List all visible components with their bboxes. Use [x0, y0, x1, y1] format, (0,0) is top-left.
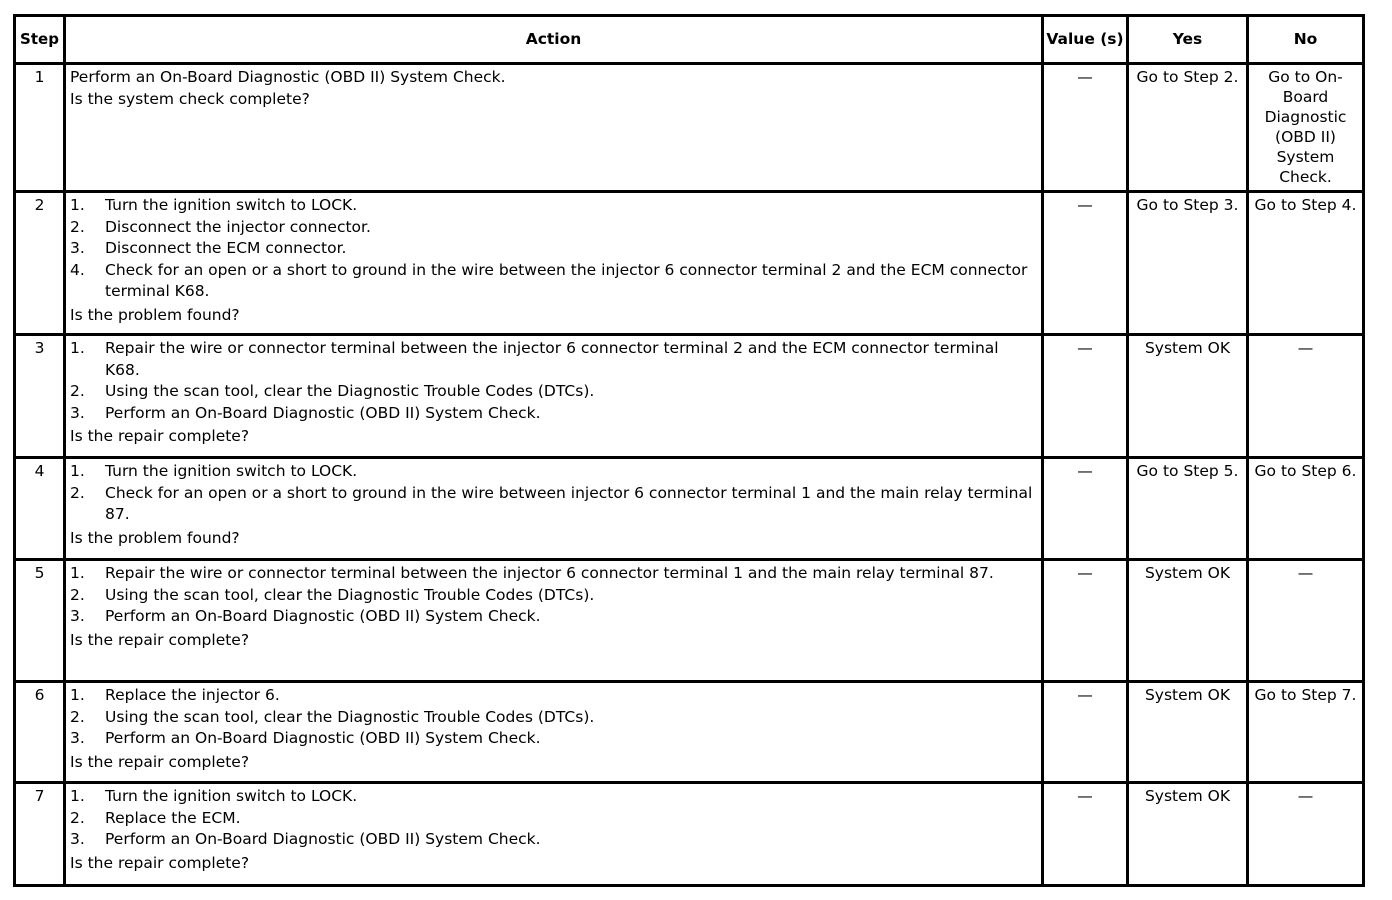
item-text: Repair the wire or connector terminal between the injector 6 connector terminal 1 and the main relay terminal 87. [105, 564, 994, 582]
item-number: 2. [70, 808, 85, 827]
action-cell [65, 64, 1043, 192]
action-question: Is the problem found? [70, 305, 240, 324]
action-item [70, 381, 1037, 403]
table-row [15, 335, 1364, 458]
value-cell: — [1043, 560, 1128, 682]
value-cell: — [1043, 682, 1128, 783]
action-item [70, 195, 1037, 217]
header-action: Action [65, 16, 1043, 64]
action-question: Is the repair complete? [70, 752, 250, 771]
item-number: 1. [70, 196, 85, 214]
item-number: 3. [70, 239, 85, 257]
no-cell: — [1248, 560, 1364, 682]
item-text: Check for an open or a short to ground in the wire between injector 6 connector terminal 1 and the main relay terminal 87. [105, 483, 1033, 523]
action-cell [65, 458, 1043, 560]
no-cell: Go to On-Board Diagnostic (OBD II) System Check. [1248, 64, 1364, 192]
step-number: 2 [15, 192, 65, 335]
table-row [15, 560, 1364, 682]
item-number: 1. [70, 462, 85, 480]
action-item [70, 606, 1037, 628]
item-number: 1. [70, 787, 85, 805]
action-item [70, 707, 1037, 729]
value-cell: — [1043, 458, 1128, 560]
value-cell: — [1043, 783, 1128, 886]
yes-cell: Go to Step 3. [1128, 192, 1248, 335]
item-text: Repair the wire or connector terminal between the injector 6 connector terminal 2 and the ECM connector terminal K68. [105, 339, 999, 379]
yes-cell: Go to Step 2. [1128, 64, 1248, 192]
action-item [70, 829, 1037, 851]
action-item [70, 217, 1037, 239]
item-text: Turn the ignition switch to LOCK. [105, 787, 358, 805]
header-no: No [1248, 16, 1364, 64]
action-cell [65, 783, 1043, 886]
no-cell: — [1248, 335, 1364, 458]
step-number: 7 [15, 783, 65, 886]
value-cell: — [1043, 335, 1128, 458]
item-text: Perform an On-Board Diagnostic (OBD II) System Check. [105, 830, 541, 848]
action-cell [65, 682, 1043, 783]
action-item [70, 563, 1037, 585]
item-number: 2. [70, 382, 85, 400]
item-text: Turn the ignition switch to LOCK. [105, 196, 358, 214]
table-row [15, 64, 1364, 192]
action-item [70, 260, 1037, 303]
no-cell: Go to Step 4. [1248, 192, 1364, 335]
action-item [70, 786, 1037, 808]
action-cell [65, 335, 1043, 458]
action-question: Is the repair complete? [70, 427, 250, 445]
header-step: Step [15, 16, 65, 64]
step-number: 6 [15, 682, 65, 783]
step-number: 5 [15, 560, 65, 682]
header-row [15, 16, 1364, 64]
item-number: 3. [70, 607, 85, 625]
action-item [70, 585, 1037, 607]
action-item [70, 461, 1037, 483]
table-row [15, 458, 1364, 560]
item-text: Using the scan tool, clear the Diagnostic Trouble Codes (DTCs). [105, 707, 595, 726]
table-row [15, 192, 1364, 335]
item-number: 2. [70, 217, 85, 236]
action-cell [65, 192, 1043, 335]
item-number: 1. [70, 686, 85, 704]
action-item [70, 685, 1037, 707]
action-item [70, 483, 1037, 526]
value-cell: — [1043, 192, 1128, 335]
action-question: Is the repair complete? [70, 853, 250, 872]
item-text: Using the scan tool, clear the Diagnostic Trouble Codes (DTCs). [105, 382, 595, 400]
yes-cell: Go to Step 5. [1128, 458, 1248, 560]
step-number: 1 [15, 64, 65, 192]
step-number: 3 [15, 335, 65, 458]
action-question: Is the system check complete? [70, 89, 310, 108]
action-item [70, 808, 1037, 830]
item-number: 2. [70, 483, 85, 502]
table-row [15, 783, 1364, 886]
action-item [70, 728, 1037, 750]
action-item [70, 403, 1037, 425]
item-text: Disconnect the ECM connector. [105, 239, 347, 257]
item-number: 3. [70, 403, 85, 422]
item-number: 2. [70, 585, 85, 604]
action-question: Is the problem found? [70, 528, 240, 547]
item-number: 1. [70, 339, 85, 357]
step-number: 4 [15, 458, 65, 560]
item-text: Turn the ignition switch to LOCK. [105, 462, 358, 480]
item-number: 2. [70, 707, 85, 726]
yes-cell: System OK [1128, 783, 1248, 886]
table-row [15, 682, 1364, 783]
no-cell: — [1248, 783, 1364, 886]
item-text: Using the scan tool, clear the Diagnostic Trouble Codes (DTCs). [105, 585, 595, 604]
header-yes: Yes [1128, 16, 1248, 64]
item-text: Disconnect the injector connector. [105, 217, 371, 236]
action-intro: Perform an On-Board Diagnostic (OBD II) System Check. [70, 68, 506, 86]
yes-cell: System OK [1128, 335, 1248, 458]
header-value: Value (s) [1043, 16, 1128, 64]
value-cell: — [1043, 64, 1128, 192]
yes-cell: System OK [1128, 682, 1248, 783]
item-number: 1. [70, 564, 85, 582]
item-text: Perform an On-Board Diagnostic (OBD II) System Check. [105, 607, 541, 625]
yes-cell: System OK [1128, 560, 1248, 682]
no-cell: Go to Step 6. [1248, 458, 1364, 560]
action-question: Is the repair complete? [70, 630, 250, 649]
diagnostic-table [13, 14, 1365, 887]
action-item [70, 338, 1037, 381]
item-number: 4. [70, 260, 85, 279]
action-item [70, 238, 1037, 260]
action-cell [65, 560, 1043, 682]
item-text: Replace the ECM. [105, 808, 241, 827]
item-text: Perform an On-Board Diagnostic (OBD II) System Check. [105, 403, 541, 422]
item-number: 3. [70, 729, 85, 747]
item-number: 3. [70, 830, 85, 848]
no-cell: Go to Step 7. [1248, 682, 1364, 783]
item-text: Check for an open or a short to ground in the wire between the injector 6 connector terminal 2 and the ECM connector terminal K68. [105, 260, 1028, 300]
item-text: Replace the injector 6. [105, 686, 280, 704]
item-text: Perform an On-Board Diagnostic (OBD II) System Check. [105, 729, 541, 747]
